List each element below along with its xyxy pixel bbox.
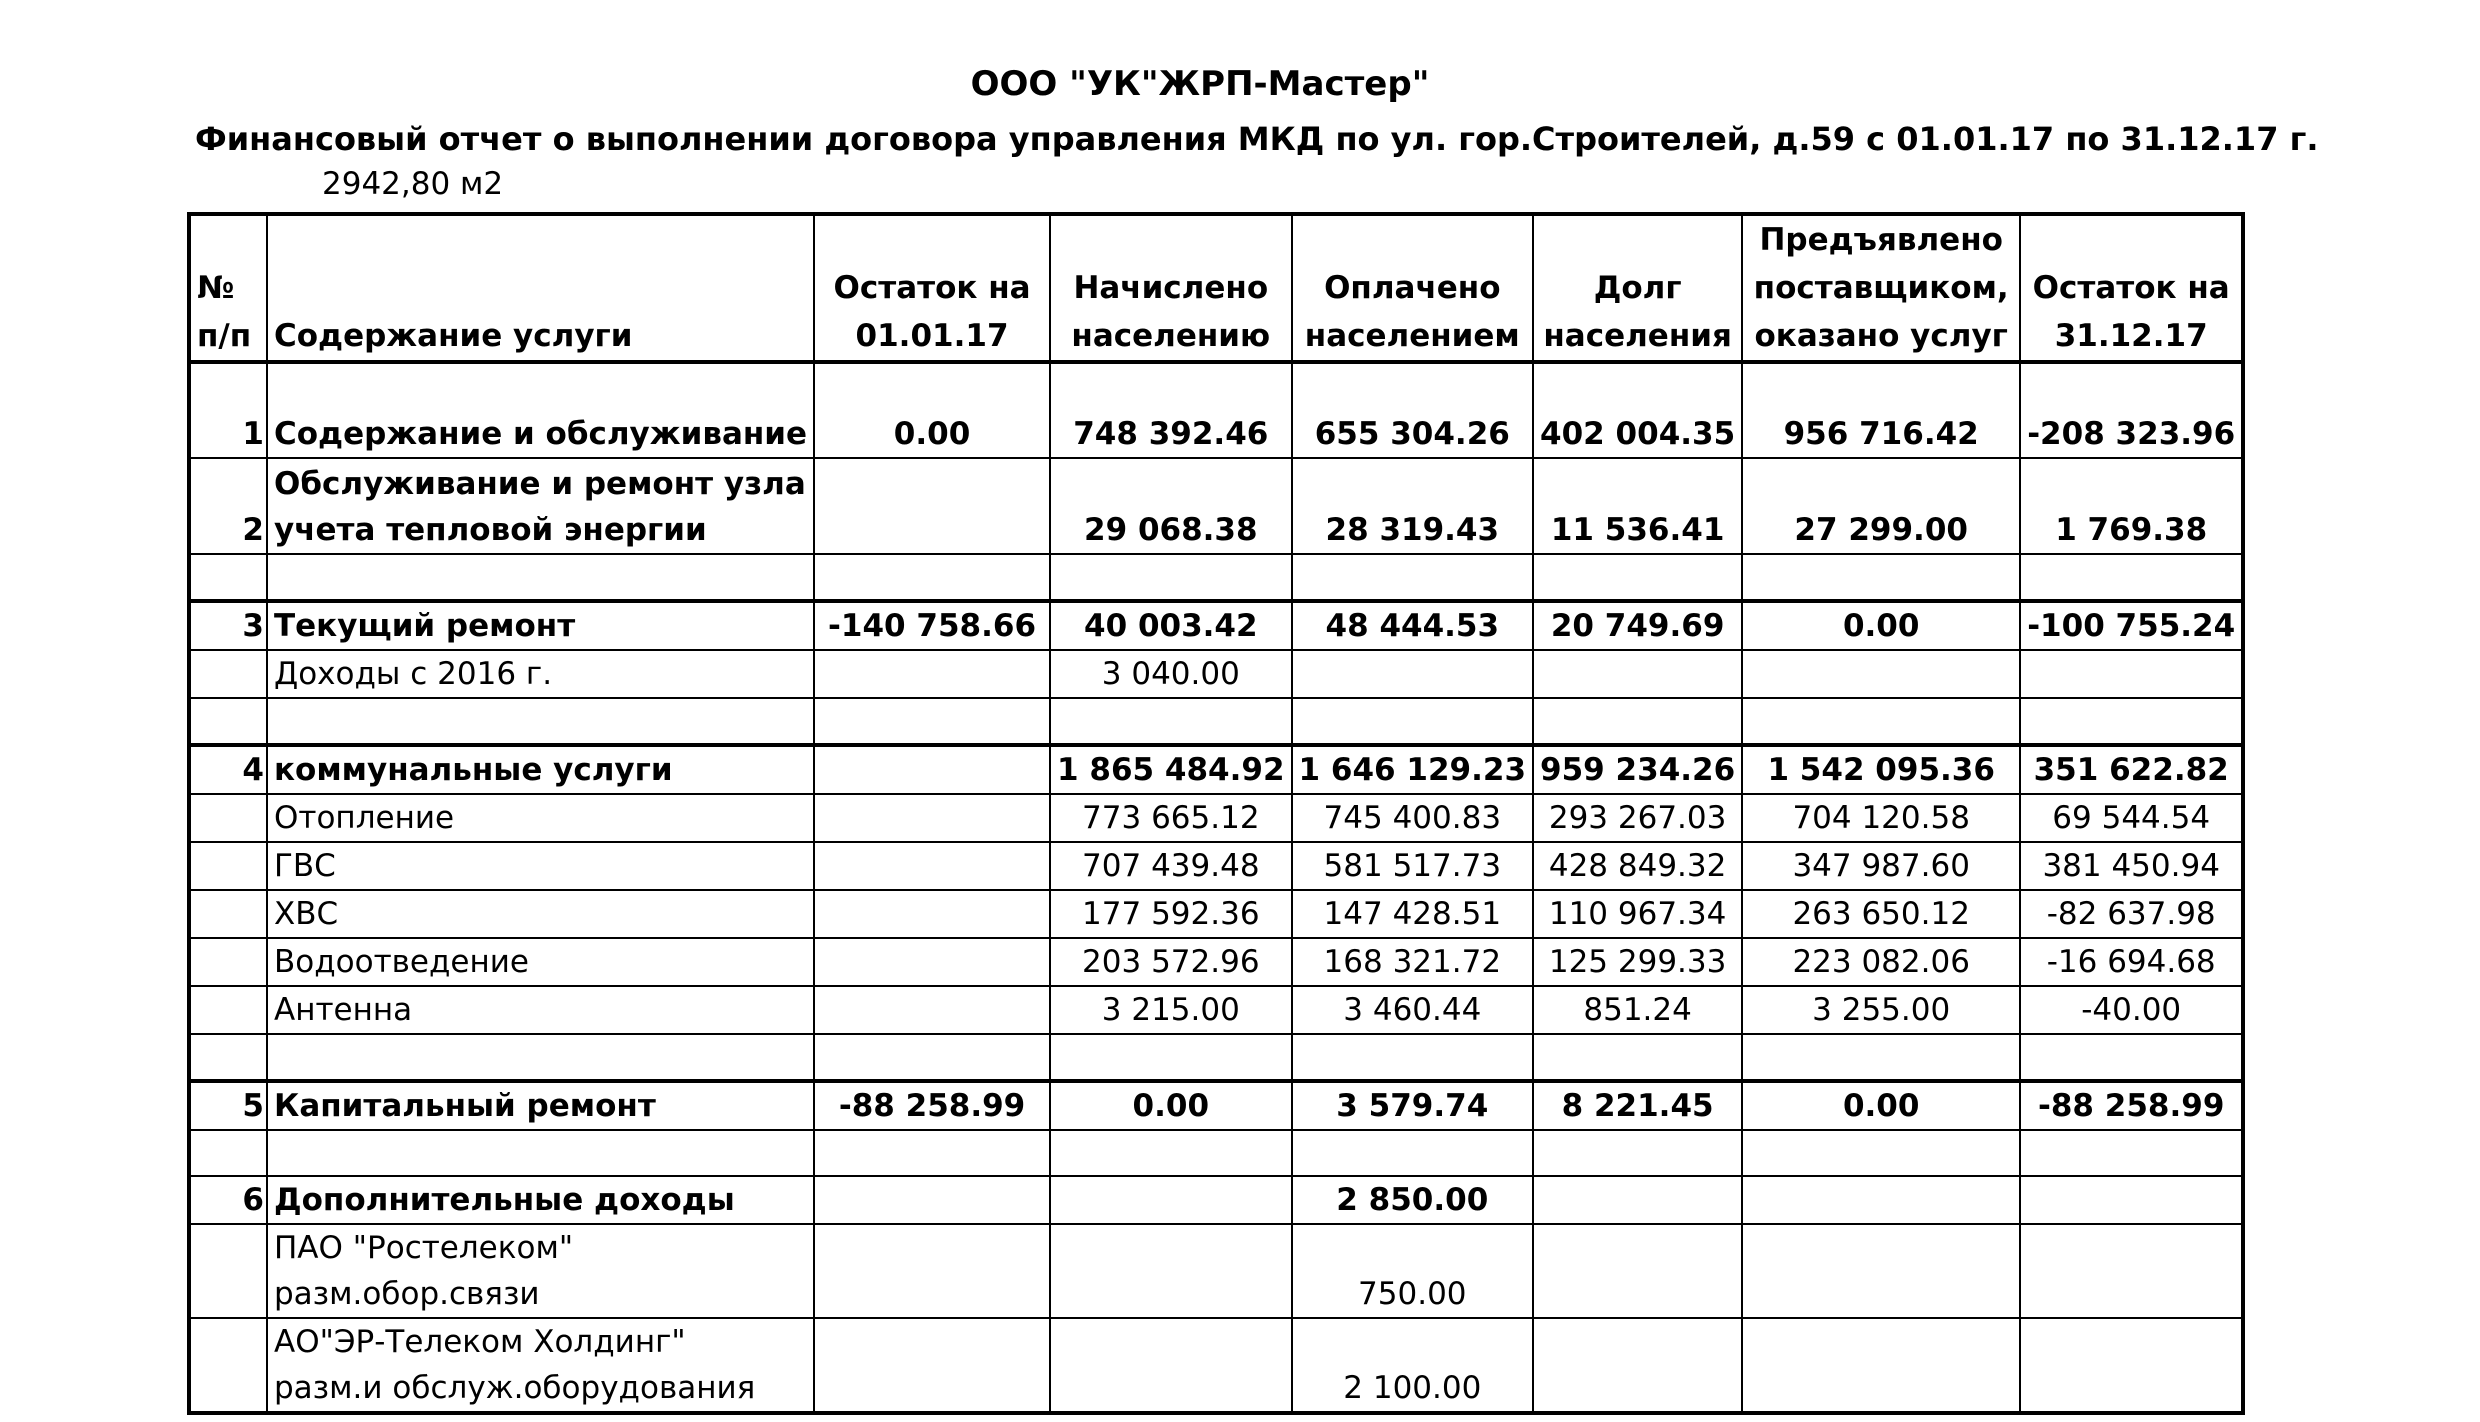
col-header-num: № п/п	[189, 214, 267, 362]
table-row	[189, 362, 2243, 458]
balance-end-cell: 381 450.94	[2020, 842, 2243, 890]
col-header-charged: Начислено населению	[1050, 214, 1292, 362]
row-number: 3	[189, 601, 267, 650]
service-name: Обслуживание и ремонт узла учета тепловой энергии	[267, 458, 814, 554]
service-name: ПАО "Ростелеком" разм.обор.связи	[267, 1224, 814, 1318]
table-row	[189, 938, 2243, 986]
table-row	[189, 601, 2243, 650]
charged-cell: 3 215.00	[1050, 986, 1292, 1034]
row-number: 5	[189, 1081, 267, 1130]
paid-cell: 147 428.51	[1292, 890, 1534, 938]
report-title: Финансовый отчет о выполнении договора управления МКД по ул. гор.Строителей, д.59 с 01.01.17 по 31.12.17 г.	[195, 120, 2319, 158]
paid-cell: 750.00	[1292, 1224, 1534, 1318]
debt-cell: 851.24	[1533, 986, 1742, 1034]
table-row	[189, 458, 2243, 554]
paid-cell: 655 304.26	[1292, 362, 1534, 458]
charged-cell: 773 665.12	[1050, 794, 1292, 842]
empty-row	[189, 554, 2243, 601]
service-name: ХВС	[267, 890, 814, 938]
balance-end-cell: 69 544.54	[2020, 794, 2243, 842]
financial-report-table	[187, 212, 2245, 1415]
debt-cell: 402 004.35	[1533, 362, 1742, 458]
balance-end-cell: -82 637.98	[2020, 890, 2243, 938]
col-header-debt: Долг населения	[1533, 214, 1742, 362]
charged-cell: 203 572.96	[1050, 938, 1292, 986]
service-name: Капитальный ремонт	[267, 1081, 814, 1130]
organization-name: ООО "УК"ЖРП-Мастер"	[970, 64, 1430, 104]
service-name: коммунальные услуги	[267, 745, 814, 794]
debt-cell: 959 234.26	[1533, 745, 1742, 794]
balance-end-cell: -100 755.24	[2020, 601, 2243, 650]
supplier-cell: 223 082.06	[1742, 938, 2020, 986]
col-header-service: Содержание услуги	[267, 214, 814, 362]
row-number: 2	[189, 458, 267, 554]
paid-cell: 2 850.00	[1292, 1176, 1534, 1224]
charged-cell: 40 003.42	[1050, 601, 1292, 650]
table-row	[189, 1318, 2243, 1413]
table-row	[189, 1224, 2243, 1318]
balance-start-cell: -140 758.66	[814, 601, 1050, 650]
service-name: Доходы с 2016 г.	[267, 650, 814, 698]
debt-cell: 11 536.41	[1533, 458, 1742, 554]
service-name: Содержание и обслуживание	[267, 362, 814, 458]
balance-start-cell: 0.00	[814, 362, 1050, 458]
paid-cell: 48 444.53	[1292, 601, 1534, 650]
debt-cell: 428 849.32	[1533, 842, 1742, 890]
service-name: Антенна	[267, 986, 814, 1034]
charged-cell: 0.00	[1050, 1081, 1292, 1130]
empty-row	[189, 698, 2243, 745]
row-number: 6	[189, 1176, 267, 1224]
paid-cell: 2 100.00	[1292, 1318, 1534, 1413]
paid-cell: 581 517.73	[1292, 842, 1534, 890]
header-row	[189, 214, 2243, 362]
charged-cell: 748 392.46	[1050, 362, 1292, 458]
table-row	[189, 1176, 2243, 1224]
table-row	[189, 650, 2243, 698]
empty-row	[189, 1034, 2243, 1081]
service-name: Водоотведение	[267, 938, 814, 986]
col-header-balance-end: Остаток на 31.12.17	[2020, 214, 2243, 362]
col-header-paid: Оплачено населением	[1292, 214, 1534, 362]
paid-cell: 168 321.72	[1292, 938, 1534, 986]
row-number: 1	[189, 362, 267, 458]
table-row	[189, 794, 2243, 842]
supplier-cell: 1 542 095.36	[1742, 745, 2020, 794]
col-header-supplier: Предъявлено поставщиком, оказано услуг	[1742, 214, 2020, 362]
charged-cell: 1 865 484.92	[1050, 745, 1292, 794]
supplier-cell: 263 650.12	[1742, 890, 2020, 938]
debt-cell: 20 749.69	[1533, 601, 1742, 650]
table-row	[189, 1081, 2243, 1130]
col-header-balance-start: Остаток на 01.01.17	[814, 214, 1050, 362]
building-area: 2942,80 м2	[322, 166, 504, 202]
paid-cell: 28 319.43	[1292, 458, 1534, 554]
service-name: АО"ЭР-Телеком Холдинг" разм.и обслуж.оборудования	[267, 1318, 814, 1413]
charged-cell: 707 439.48	[1050, 842, 1292, 890]
supplier-cell: 956 716.42	[1742, 362, 2020, 458]
service-name: Текущий ремонт	[267, 601, 814, 650]
supplier-cell: 704 120.58	[1742, 794, 2020, 842]
debt-cell: 110 967.34	[1533, 890, 1742, 938]
charged-cell: 177 592.36	[1050, 890, 1292, 938]
supplier-cell: 27 299.00	[1742, 458, 2020, 554]
empty-row	[189, 1130, 2243, 1176]
service-name: ГВС	[267, 842, 814, 890]
balance-end-cell: -16 694.68	[2020, 938, 2243, 986]
balance-end-cell: -208 323.96	[2020, 362, 2243, 458]
debt-cell: 293 267.03	[1533, 794, 1742, 842]
row-number: 4	[189, 745, 267, 794]
debt-cell: 8 221.45	[1533, 1081, 1742, 1130]
balance-end-cell: -88 258.99	[2020, 1081, 2243, 1130]
supplier-cell: 0.00	[1742, 601, 2020, 650]
supplier-cell: 347 987.60	[1742, 842, 2020, 890]
table-row	[189, 986, 2243, 1034]
table-row	[189, 890, 2243, 938]
paid-cell: 3 579.74	[1292, 1081, 1534, 1130]
service-name: Отопление	[267, 794, 814, 842]
service-name: Дополнительные доходы	[267, 1176, 814, 1224]
balance-end-cell: -40.00	[2020, 986, 2243, 1034]
charged-cell: 3 040.00	[1050, 650, 1292, 698]
supplier-cell: 3 255.00	[1742, 986, 2020, 1034]
balance-end-cell: 351 622.82	[2020, 745, 2243, 794]
paid-cell: 745 400.83	[1292, 794, 1534, 842]
table-row	[189, 745, 2243, 794]
paid-cell: 1 646 129.23	[1292, 745, 1534, 794]
charged-cell: 29 068.38	[1050, 458, 1292, 554]
debt-cell: 125 299.33	[1533, 938, 1742, 986]
paid-cell: 3 460.44	[1292, 986, 1534, 1034]
balance-start-cell	[814, 458, 1050, 554]
supplier-cell: 0.00	[1742, 1081, 2020, 1130]
table-row	[189, 842, 2243, 890]
balance-start-cell: -88 258.99	[814, 1081, 1050, 1130]
balance-end-cell: 1 769.38	[2020, 458, 2243, 554]
